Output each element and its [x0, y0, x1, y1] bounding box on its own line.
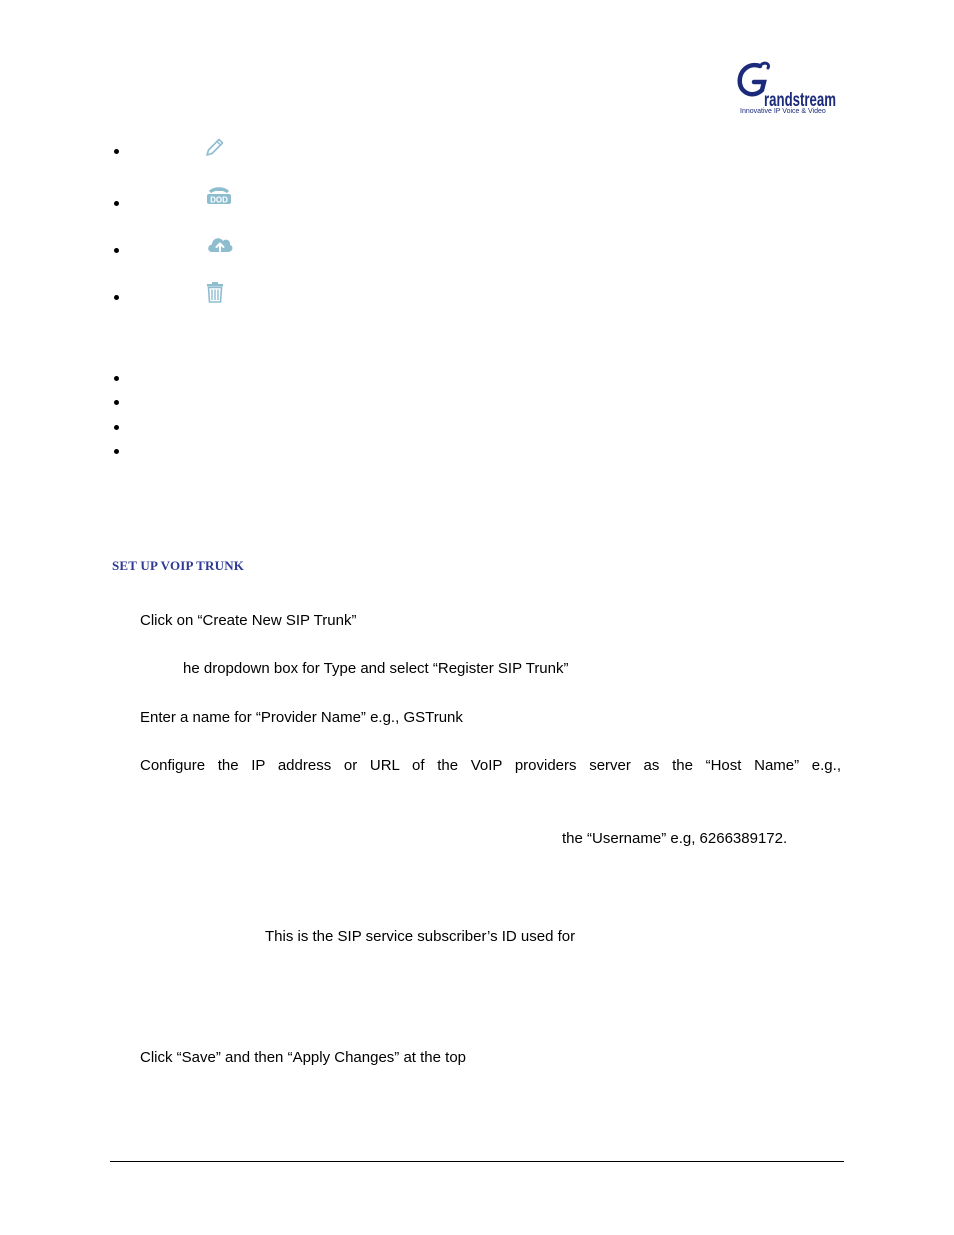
cloud-upload-icon	[206, 233, 234, 260]
step-save-apply: Click “Save” and then “Apply Changes” at the top	[140, 1049, 467, 1066]
step-subscriber-id: This is the SIP service subscriber’s ID used for	[265, 928, 576, 945]
step-provider-name: Enter a name for “Provider Name” e.g., GSTrunk	[140, 709, 463, 726]
bullet-dot	[114, 295, 119, 300]
step-host-name: Configure the IP address or URL of the VoIP providers server as the “Host Name” e.g.,	[140, 757, 841, 774]
step-username: the “Username” e.g, 6266389172.	[562, 830, 788, 847]
svg-text:DOD: DOD	[210, 195, 228, 205]
bullet-dot	[114, 449, 119, 454]
bullet-dot	[114, 149, 119, 154]
bullet-dot	[114, 248, 119, 253]
bullet-dot	[114, 376, 119, 381]
step-select-type: he dropdown box for Type and select “Register SIP Trunk”	[183, 660, 569, 677]
edit-pencil-icon	[204, 136, 226, 163]
step-create-sip-trunk: Click on “Create New SIP Trunk”	[140, 612, 357, 629]
trash-icon	[206, 281, 224, 308]
bullet-dot	[114, 425, 119, 430]
grandstream-logo	[734, 60, 838, 122]
section-heading: SET UP VOIP TRUNK	[112, 558, 245, 573]
footer-divider	[110, 1161, 844, 1162]
bullet-dot	[114, 201, 119, 206]
logo-mark	[734, 60, 838, 110]
logo-tagline: Innovative IP Voice & Video	[740, 108, 826, 115]
bullet-dot	[114, 400, 119, 405]
dod-phone-icon	[205, 185, 233, 210]
svg-text:randstream: randstream	[764, 90, 836, 110]
